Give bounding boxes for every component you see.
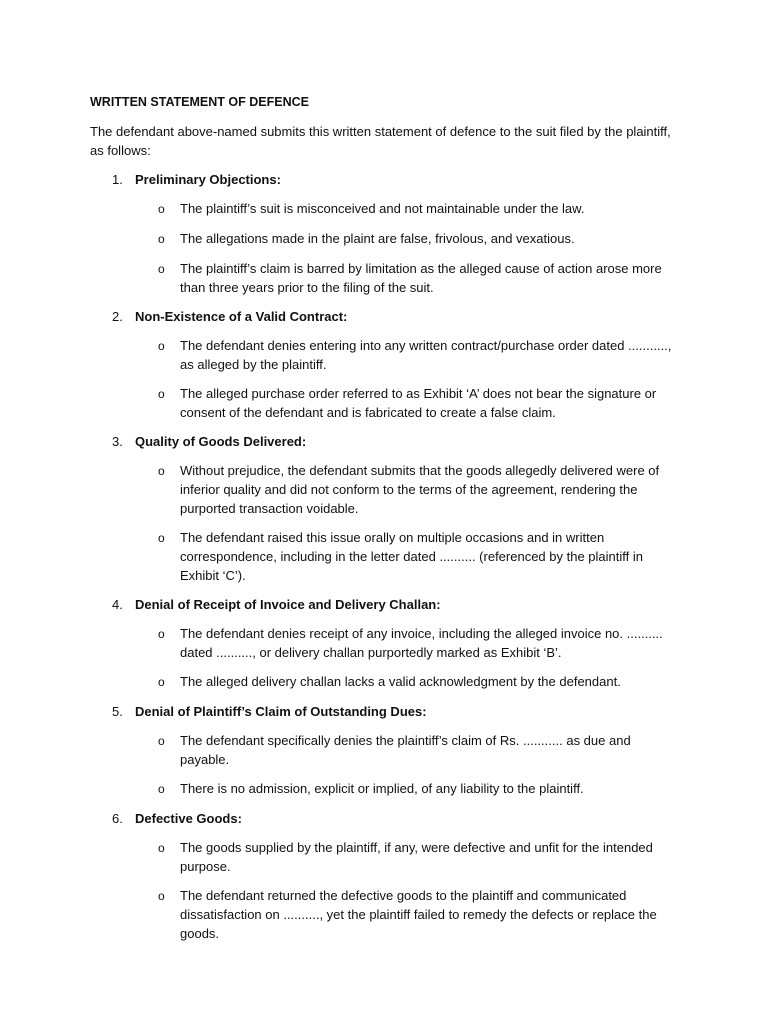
section-title: Denial of Receipt of Invoice and Delivery Challan: [135,597,441,612]
section-1 [90,170,672,297]
sub-point [90,779,672,799]
sub-point [90,886,672,943]
sub-point [90,672,672,692]
document-title: WRITTEN STATEMENT OF DEFENCE [90,95,309,109]
bullet-marker: o [158,202,165,216]
section-number: 1. [112,172,123,187]
sub-point-text: There is no admission, explicit or implied, of any liability to the plaintiff. [180,781,584,796]
sub-point-text: The defendant denies entering into any written contract/purchase order dated ..........., as alleged by the plaintiff. [180,338,672,372]
section-title: Defective Goods: [135,811,242,826]
sub-point [90,229,672,249]
numbered-sections [90,170,672,943]
section-3 [90,432,672,585]
section-number: 2. [112,309,123,324]
section-heading [90,702,672,721]
sub-point-text: The defendant raised this issue orally on multiple occasions and in written correspondence, including in the letter dated .......... (referenced by the plaintiff in Exhibit ‘C’). [180,530,643,583]
sub-point-list [90,624,672,692]
sub-point [90,528,672,585]
section-title: Quality of Goods Delivered: [135,434,307,449]
sub-point-list [90,838,672,943]
section-number: 4. [112,597,123,612]
bullet-marker: o [158,734,165,748]
section-5 [90,702,672,799]
sub-point-list [90,731,672,799]
bullet-marker: o [158,782,165,796]
sub-point [90,731,672,769]
sub-point-list [90,461,672,585]
sub-point [90,384,672,422]
sub-point-text: The alleged purchase order referred to as Exhibit ‘A’ does not bear the signature or consent of the defendant and is fabricated to create a false claim. [180,386,657,420]
bullet-marker: o [158,675,165,689]
sub-point [90,336,672,374]
sub-point-list [90,336,672,422]
bullet-marker: o [158,531,165,545]
sub-point [90,838,672,876]
sub-point-text: The allegations made in the plaint are false, frivolous, and vexatious. [180,231,575,246]
bullet-marker: o [158,339,165,353]
bullet-marker: o [158,627,165,641]
sub-point [90,461,672,518]
section-title: Non-Existence of a Valid Contract: [135,309,348,324]
bullet-marker: o [158,262,165,276]
section-number: 6. [112,811,123,826]
sub-point [90,199,672,219]
section-heading [90,809,672,828]
section-number: 3. [112,434,123,449]
sub-point-text: The defendant returned the defective goods to the plaintiff and communicated dissatisfaction on .........., yet the plaintiff failed to remedy the defects or replace the goods. [180,888,657,941]
sub-point-text: The alleged delivery challan lacks a valid acknowledgment by the defendant. [180,674,621,689]
section-title: Denial of Plaintiff’s Claim of Outstanding Dues: [135,704,427,719]
sub-point-text: Without prejudice, the defendant submits that the goods allegedly delivered were of inferior quality and did not conform to the terms of the agreement, rendering the purported transaction voidable. [180,463,660,516]
sub-point-text: The defendant specifically denies the plaintiff’s claim of Rs. ........... as due and payable. [180,733,631,767]
bullet-marker: o [158,841,165,855]
sub-point-text: The goods supplied by the plaintiff, if any, were defective and unfit for the intended purpose. [180,840,653,874]
sub-point-list [90,199,672,297]
section-heading [90,595,672,614]
section-2 [90,307,672,422]
bullet-marker: o [158,889,165,903]
section-4 [90,595,672,692]
section-heading [90,170,672,189]
section-6 [90,809,672,943]
bullet-marker: o [158,232,165,246]
section-number: 5. [112,704,123,719]
section-heading [90,432,672,451]
sub-point [90,624,672,662]
bullet-marker: o [158,464,165,478]
sub-point-text: The plaintiff’s suit is misconceived and not maintainable under the law. [180,201,585,216]
bullet-marker: o [158,387,165,401]
section-heading [90,307,672,326]
sub-point [90,259,672,297]
intro-paragraph: The defendant above-named submits this written statement of defence to the suit filed by the plaintiff, as follows: [90,124,671,158]
sub-point-text: The plaintiff’s claim is barred by limitation as the alleged cause of action arose more than three years prior to the filing of the suit. [180,261,662,295]
sub-point-text: The defendant denies receipt of any invoice, including the alleged invoice no. .......... dated .........., or delivery challan purportedly marked as Exhibit ‘B’. [180,626,663,660]
section-title: Preliminary Objections: [135,172,281,187]
